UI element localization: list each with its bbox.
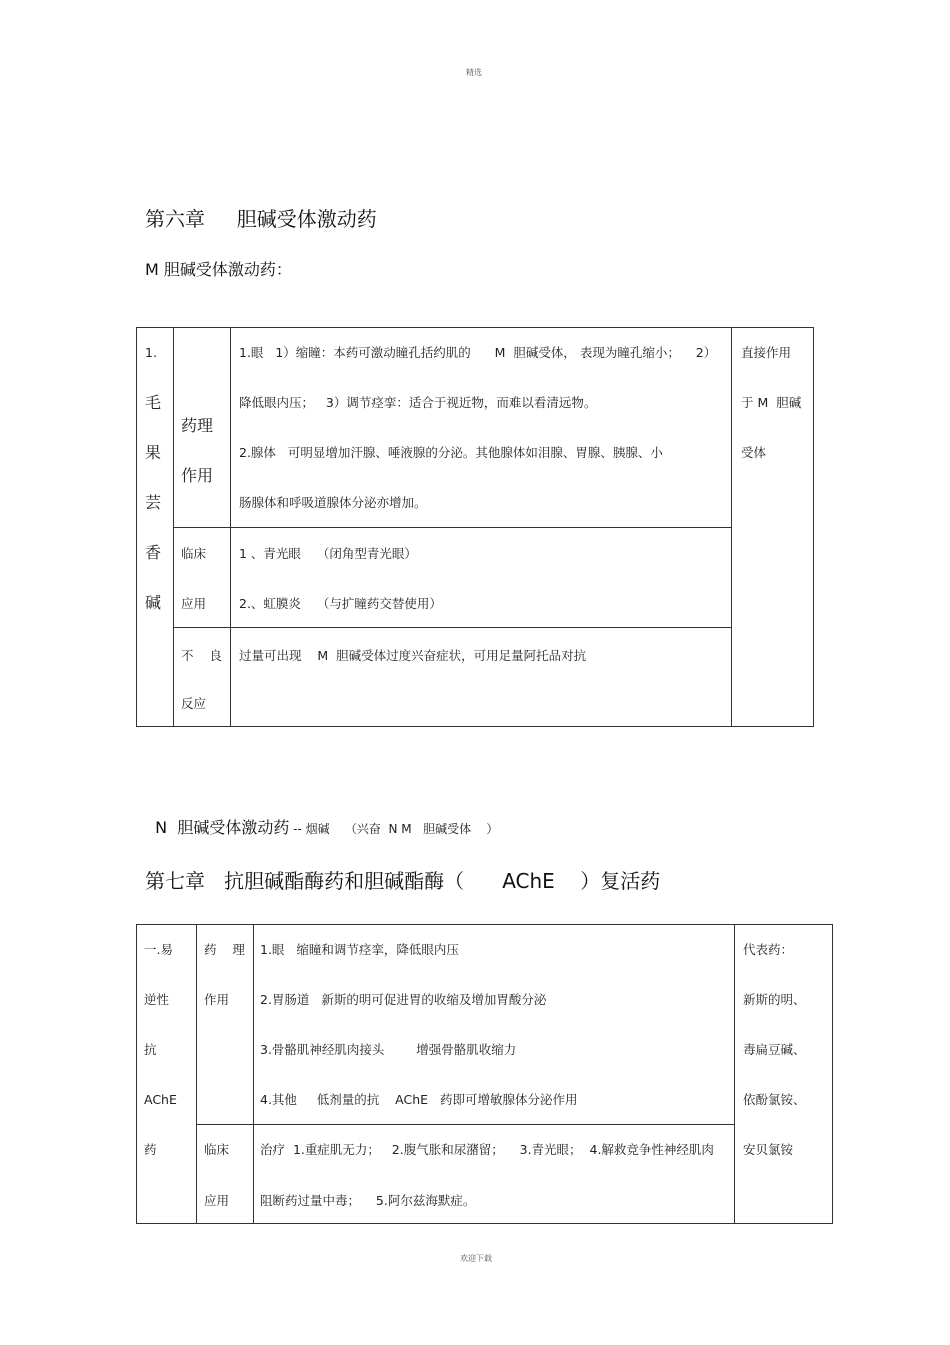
label-adverse: 不 良 <box>181 648 222 663</box>
label-pharmacology: 作用 <box>204 992 230 1007</box>
content-line: 肠腺体和呼吸道腺体分泌亦增加。 <box>239 495 427 510</box>
rep-drug-line: 代表药： <box>743 942 794 957</box>
rep-drug-line: 安贝氯铵 <box>743 1142 794 1157</box>
content-line: 2.腺体 可明显增加汗腺、唾液腺的分泌。其他腺体如泪腺、胃腺、胰腺、小 <box>239 445 663 460</box>
page-header: 精选 <box>466 68 482 77</box>
label-adverse: 反应 <box>181 696 207 711</box>
rep-drug-line: 新斯的明、 <box>743 992 806 1007</box>
label-clinical: 应用 <box>204 1193 230 1208</box>
n-heading-rest: -- 烟碱 （兴奋 N M 胆碱受体 ） <box>289 822 499 836</box>
content-line: 1.眼 1）缩瞳：本药可激动瞳孔括约肌的 M 胆碱受体， 表现为瞳孔缩小； 2） <box>239 345 717 360</box>
drug-name-line: 香 <box>145 543 162 562</box>
drug-name-line: 碱 <box>145 593 162 612</box>
note-line: 直接作用 <box>741 345 792 360</box>
drug-name-line: 芸 <box>145 493 162 512</box>
rep-drug-line: 依酚氯铵、 <box>743 1092 806 1107</box>
label-pharmacology: 药理 <box>181 416 214 435</box>
category-line: 药 <box>144 1142 157 1157</box>
category-line: 一.易 <box>144 942 173 957</box>
chapter7-title: 第七章 抗胆碱酯酶药和胆碱酯酶（ AChE ）复活药 <box>145 869 661 893</box>
n-heading-main: N 胆碱受体激动药 <box>155 818 290 837</box>
label-clinical: 应用 <box>181 596 207 611</box>
note-line: 受体 <box>741 445 767 460</box>
content-line: 1.眼 缩瞳和调节痉挛，降低眼内压 <box>260 942 459 957</box>
n-receptor-heading <box>145 796 498 838</box>
drug-name-line: 果 <box>145 443 162 462</box>
m-receptor-heading: M 胆碱受体激动药： <box>145 260 292 279</box>
drug-name-line: 1. <box>145 345 157 360</box>
content-line: 降低眼内压； 3）调节痉挛：适合于视近物，而难以看清远物。 <box>239 395 597 410</box>
label-pharmacology: 药 理 <box>204 942 245 957</box>
content-line: 1 、青光眼 （闭角型青光眼） <box>239 546 417 561</box>
content-line: 过量可出现 M 胆碱受体过度兴奋症状，可用足量阿托品对抗 <box>239 648 587 663</box>
content-line: 治疗 1.重症肌无力； 2.腹气胀和尿潴留； 3.青光眼； 4.解救竞争性神经肌肉 <box>260 1142 714 1157</box>
content-line: 4.其他 低剂量的抗 AChE 药即可增敏腺体分泌作用 <box>260 1092 578 1107</box>
content-line: 阻断药过量中毒； 5.阿尔兹海默症。 <box>260 1193 476 1208</box>
category-line: 抗 <box>144 1042 157 1057</box>
content-line: 2.、虹膜炎 （与扩瞳药交替使用） <box>239 596 442 611</box>
rep-drug-line: 毒扁豆碱、 <box>743 1042 806 1057</box>
drug-name-line: 毛 <box>145 393 162 412</box>
label-clinical: 临床 <box>204 1142 230 1157</box>
content-line: 3.骨骼肌神经肌肉接头 增强骨骼肌收缩力 <box>260 1042 517 1057</box>
page-footer: 欢迎下载 <box>460 1254 492 1263</box>
content-line: 2.胃肠道 新斯的明可促进胃的收缩及增加胃酸分泌 <box>260 992 547 1007</box>
category-line: 逆性 <box>144 992 170 1007</box>
chapter6-title: 第六章 胆碱受体激动药 <box>145 207 377 231</box>
label-clinical: 临床 <box>181 546 207 561</box>
note-line: 于 M 胆碱 <box>741 395 802 410</box>
category-line: AChE <box>144 1092 177 1107</box>
label-pharmacology: 作用 <box>181 466 214 485</box>
